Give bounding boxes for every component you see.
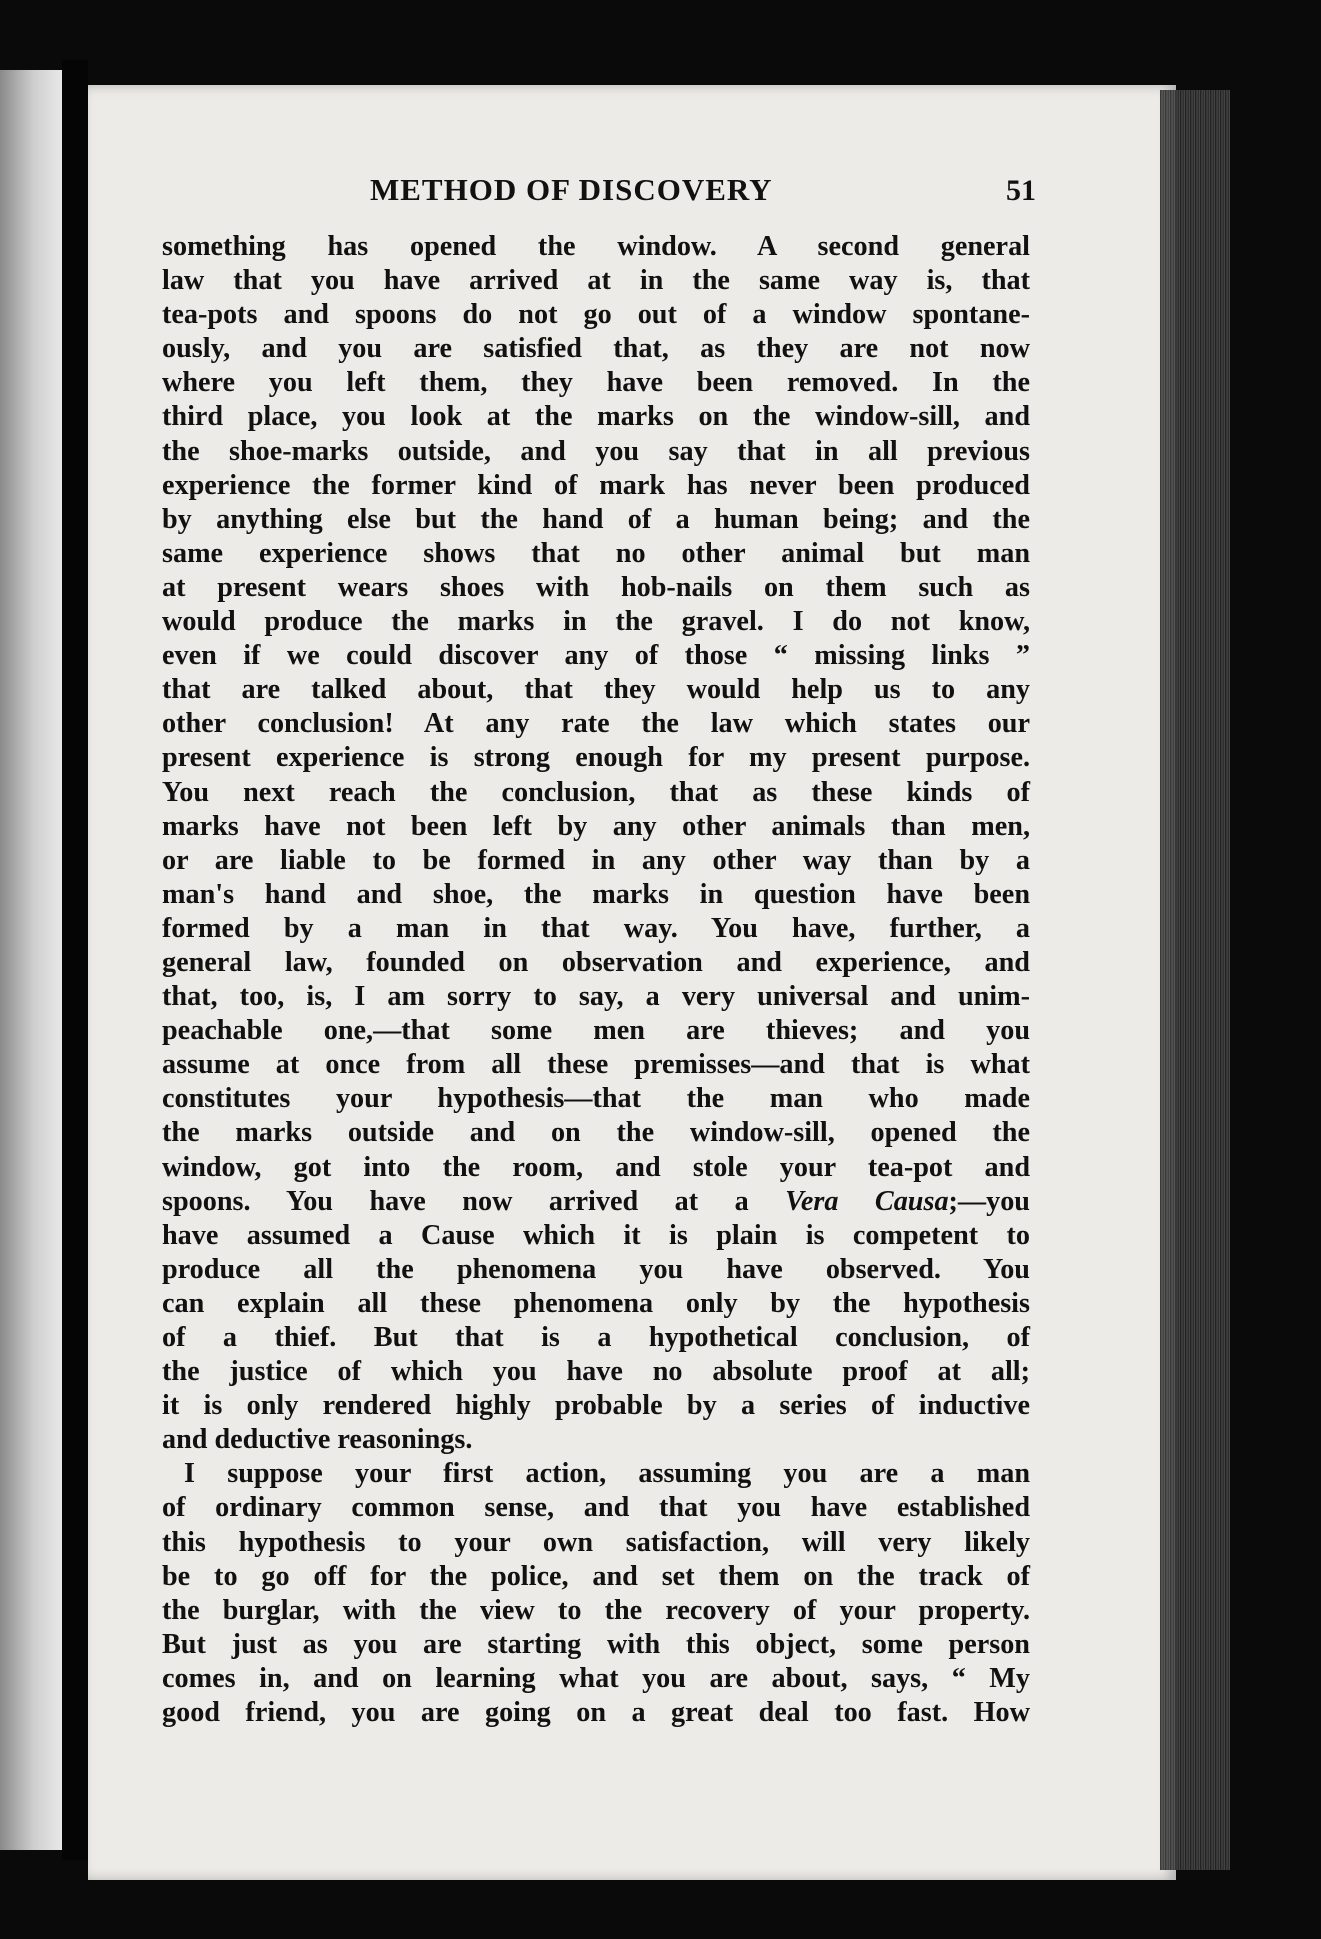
text-line: would produce the marks in the gravel. I do not know, [162, 606, 1030, 638]
text-line: assume at once from all these premisses—and that is what [162, 1049, 1030, 1081]
text-segment: spoons. You have now arrived at a [162, 1185, 786, 1217]
text-line: formed by a man in that way. You have, further, a [162, 912, 1030, 944]
text-line: present experience is strong enough for my present purpose. [162, 742, 1030, 774]
text-line: the justice of which you have no absolute proof at all; [162, 1356, 1030, 1388]
text-line: I suppose your first action, assuming you are a man [184, 1458, 1030, 1490]
text-line: You next reach the conclusion, that as these kinds of [162, 776, 1030, 808]
body-text [162, 230, 1030, 1730]
text-line: have assumed a Cause which it is plain is competent to [162, 1219, 1030, 1251]
text-line: and deductive reasonings. [162, 1424, 473, 1456]
facing-page-edge [0, 70, 62, 1850]
text-line: the shoe-marks outside, and you say that in all previous [162, 435, 1030, 467]
text-line: experience the former kind of mark has never been produced [162, 469, 1030, 501]
text-line: can explain all these phenomena only by the hypothesis [162, 1287, 1030, 1319]
text-segment: ;—you [948, 1185, 1030, 1217]
text-line: constitutes your hypothesis—that the man who made [162, 1083, 1030, 1115]
text-line-with-italic [162, 1185, 1030, 1219]
book-gutter [62, 60, 88, 1860]
text-line: marks have not been left by any other animals than men, [162, 810, 1030, 842]
page-number: 51 [1006, 174, 1036, 207]
text-line: general law, founded on observation and experience, and [162, 946, 1030, 978]
text-line: something has opened the window. A second general [162, 231, 1030, 262]
text-line: of a thief. But that is a hypothetical conclusion, of [162, 1322, 1030, 1353]
text-line: other conclusion! At any rate the law which states our [162, 708, 1030, 740]
text-line: it is only rendered highly probable by a series of inductive [162, 1390, 1030, 1422]
page-stack-edge [1160, 90, 1230, 1870]
running-header [370, 172, 1036, 212]
text-line: But just as you are starting with this object, some person [162, 1628, 1030, 1660]
text-line: this hypothesis to your own satisfaction, will very likely [162, 1526, 1030, 1558]
text-line: the marks outside and on the window-sill, opened the [162, 1117, 1030, 1149]
text-line: comes in, and on learning what you are about, says, “ My [162, 1662, 1030, 1694]
text-line: that, too, is, I am sorry to say, a very universal and unim- [162, 981, 1030, 1013]
text-line: ously, and you are satisfied that, as they are not now [162, 333, 1030, 365]
italic-phrase: Vera Causa [785, 1185, 949, 1217]
text-line: good friend, you are going on a great deal too fast. How [162, 1697, 1030, 1729]
text-line: tea-pots and spoons do not go out of a window spontane- [162, 299, 1030, 331]
text-line: same experience shows that no other animal but man [162, 537, 1030, 569]
text-line: be to go off for the police, and set them on the track of [162, 1560, 1030, 1592]
text-line: peachable one,—that some men are thieves; and you [162, 1015, 1030, 1047]
text-line: of ordinary common sense, and that you have established [162, 1492, 1030, 1524]
text-line: window, got into the room, and stole your tea-pot and [162, 1151, 1030, 1183]
text-line: third place, you look at the marks on the window-sill, and [162, 401, 1030, 433]
running-title: METHOD OF DISCOVERY [370, 172, 773, 207]
text-line: where you left them, they have been removed. In the [162, 367, 1030, 399]
text-line: even if we could discover any of those “ missing links ” [162, 640, 1030, 672]
text-line: man's hand and shoe, the marks in question have been [162, 878, 1030, 910]
text-line: produce all the phenomena you have observed. You [162, 1253, 1030, 1285]
text-line: law that you have arrived at in the same way is, that [162, 265, 1030, 297]
text-line: that are talked about, that they would help us to any [162, 674, 1030, 706]
text-line: the burglar, with the view to the recovery of your property. [162, 1594, 1030, 1626]
text-line: by anything else but the hand of a human being; and the [162, 503, 1030, 535]
text-line: at present wears shoes with hob-nails on them such as [162, 571, 1030, 603]
text-line: or are liable to be formed in any other way than by a [162, 844, 1030, 876]
